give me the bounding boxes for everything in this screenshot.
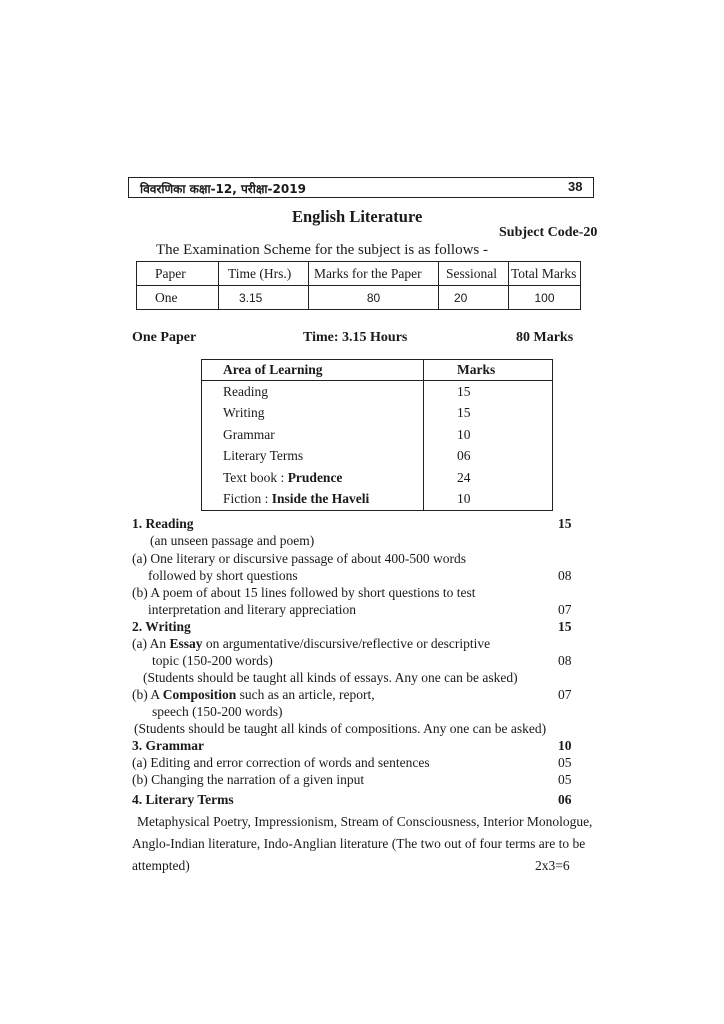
section-line: (b) Changing the narration of a given input — [132, 772, 365, 787]
table-cell: 15 — [457, 405, 471, 421]
section-heading-writing: 2. Writing — [132, 619, 191, 634]
section-line: interpretation and literary appreciation — [148, 602, 357, 617]
section-line: Anglo-Indian literature, Indo-Anglian literature (The two out of four terms are to be — [132, 836, 586, 851]
table-cell — [202, 489, 424, 511]
section-note: (Students should be taught all kinds of essays. Any one can be asked) — [143, 670, 518, 685]
table-cell — [202, 424, 424, 446]
section-line: Metaphysical Poetry, Impressionism, Stream of Consciousness, Interior Monologue, — [137, 814, 593, 829]
table-cell: 15 — [457, 383, 471, 399]
table-cell: 80 — [309, 286, 439, 310]
section-marks: 15 — [558, 619, 572, 634]
section-line: (a) Editing and error correction of words and sentences — [132, 755, 430, 770]
table-row — [137, 286, 581, 310]
table-cell: 20 — [439, 286, 509, 310]
text-span: Essay — [169, 636, 203, 651]
item-marks: 07 — [558, 687, 572, 702]
text-span: (b) A — [132, 687, 163, 702]
area-label: Text book : — [223, 469, 288, 485]
item-marks: 07 — [558, 602, 572, 617]
table-cell: 24 — [457, 469, 471, 485]
text-span: Composition — [162, 687, 237, 702]
section-marks: 10 — [558, 738, 572, 753]
table-cell: 10 — [457, 491, 471, 507]
item-marks: 05 — [558, 772, 572, 787]
paper-label: One Paper — [132, 330, 197, 345]
areas-of-learning-table — [201, 359, 553, 511]
table-cell: 10 — [457, 426, 471, 442]
table-header-cell: Area of Learning — [202, 360, 424, 381]
section-marks: 06 — [558, 792, 572, 807]
table-row — [202, 467, 553, 489]
exam-scheme-table — [136, 261, 581, 310]
area-label: Reading — [223, 383, 268, 399]
section-line: attempted) — [132, 858, 190, 873]
document-title: English Literature — [292, 207, 423, 226]
paper-marks: 80 Marks — [516, 330, 574, 345]
section-note: (Students should be taught all kinds of compositions. Any one can be asked) — [134, 721, 547, 736]
table-row — [202, 403, 553, 425]
table-cell — [202, 381, 424, 403]
table-cell: 100 — [509, 286, 581, 310]
section-line — [132, 636, 490, 652]
text-span: (a) An — [132, 636, 170, 651]
table-cell: 06 — [457, 448, 471, 464]
table-header-cell: Paper — [137, 262, 219, 286]
item-marks: 08 — [558, 653, 572, 668]
table-header-cell: Time (Hrs.) — [219, 262, 309, 286]
item-marks: 2x3=6 — [535, 858, 570, 873]
section-line: topic (150-200 words) — [152, 653, 273, 668]
paper-time: Time: 3.15 Hours — [303, 330, 408, 345]
section-heading-grammar: 3. Grammar — [132, 738, 204, 753]
scheme-intro: The Examination Scheme for the subject is as follows - — [156, 242, 488, 258]
text-span: such as an article, report, — [236, 687, 375, 702]
section-line: (an unseen passage and poem) — [150, 533, 315, 548]
table-row — [202, 446, 553, 468]
table-header-row — [202, 360, 553, 381]
area-label: Fiction : — [223, 491, 272, 507]
page-number: 38 — [568, 179, 583, 194]
section-heading-literary-terms: 4. Literary Terms — [132, 792, 234, 807]
table-row — [202, 424, 553, 446]
fiction-name: Inside the Haveli — [271, 491, 370, 507]
table-cell — [202, 467, 424, 489]
area-label: Literary Terms — [223, 448, 304, 464]
table-row — [202, 381, 553, 403]
table-header-row — [137, 262, 581, 286]
table-header-cell: Total Marks — [509, 262, 581, 286]
table-header-cell: Marks — [424, 360, 553, 381]
section-marks: 15 — [558, 516, 572, 531]
section-line — [132, 687, 375, 703]
item-marks: 05 — [558, 755, 572, 770]
section-line: followed by short questions — [148, 568, 298, 583]
subject-code: Subject Code-20 — [499, 225, 598, 240]
area-label: Writing — [223, 405, 265, 421]
item-marks: 08 — [558, 568, 572, 583]
table-cell: One — [137, 286, 219, 310]
table-cell — [202, 446, 424, 468]
table-row — [202, 489, 553, 511]
table-header-cell: Sessional — [439, 262, 509, 286]
section-line: (a) One literary or discursive passage of about 400-500 words — [132, 551, 467, 566]
table-cell — [202, 403, 424, 425]
section-line: (b) A poem of about 15 lines followed by short questions to test — [132, 585, 476, 600]
area-label: Grammar — [223, 426, 275, 442]
header-title: विवरणिका कक्षा-12, परीक्षा-2019 — [140, 182, 306, 196]
section-heading-reading: 1. Reading — [132, 516, 194, 531]
textbook-name: Prudence — [287, 469, 343, 485]
table-header-cell: Marks for the Paper — [309, 262, 439, 286]
table-cell: 3.15 — [219, 286, 309, 310]
text-span: on argumentative/discursive/reflective or descriptive — [202, 636, 491, 651]
section-line: speech (150-200 words) — [152, 704, 283, 719]
